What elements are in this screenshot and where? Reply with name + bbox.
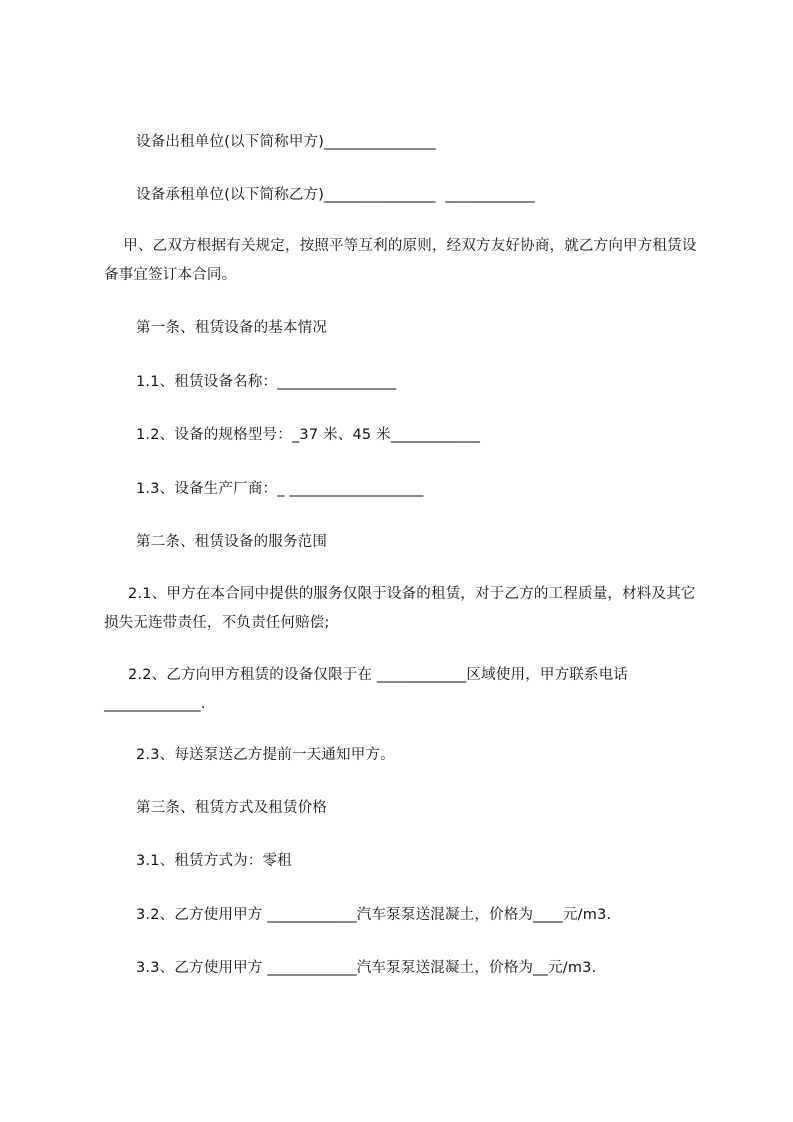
intro-paragraph: 甲、乙双方根据有关规定，按照平等互利的原则，经双方友好协商，就乙方向甲方租赁设备事宜签订本合同。 <box>104 238 697 283</box>
section2-heading: 第二条、租赁设备的服务范围 <box>136 534 328 550</box>
item-1-2: 1.2、设备的规格型号：_37 米、45 米____________ <box>136 427 481 443</box>
item-2-2: 2.2、乙方向甲方租赁的设备仅限于在 ____________区域使用，甲方联系电话_____________. <box>104 667 629 712</box>
item-2-3: 2.3、每送泵送乙方提前一天通知甲方。 <box>136 747 395 763</box>
item-1-3: 1.3、设备生产厂商：_ __________________ <box>136 481 424 497</box>
lessee-line: 设备承租单位(以下简称乙方)_______________ ____________ <box>136 187 535 203</box>
item-2-1: 2.1、甲方在本合同中提供的服务仅限于设备的租赁，对于乙方的工程质量，材料及其它损失无连带责任，不负责任何赔偿; <box>104 586 696 631</box>
item-3-3: 3.3、乙方使用甲方 ____________汽车泵泵送混凝土，价格为__元/m3. <box>136 960 597 976</box>
item-3-1: 3.1、租赁方式为：零租 <box>136 853 292 869</box>
lessor-line: 设备出租单位(以下简称甲方)_______________ <box>136 134 436 150</box>
item-1-1: 1.1、租赁设备名称：________________ <box>136 374 397 390</box>
item-3-2: 3.2、乙方使用甲方 ____________汽车泵泵送混凝土，价格为____元/m3. <box>136 907 612 923</box>
section3-heading: 第三条、租赁方式及租赁价格 <box>136 800 328 816</box>
section1-heading: 第一条、租赁设备的基本情况 <box>136 320 328 336</box>
